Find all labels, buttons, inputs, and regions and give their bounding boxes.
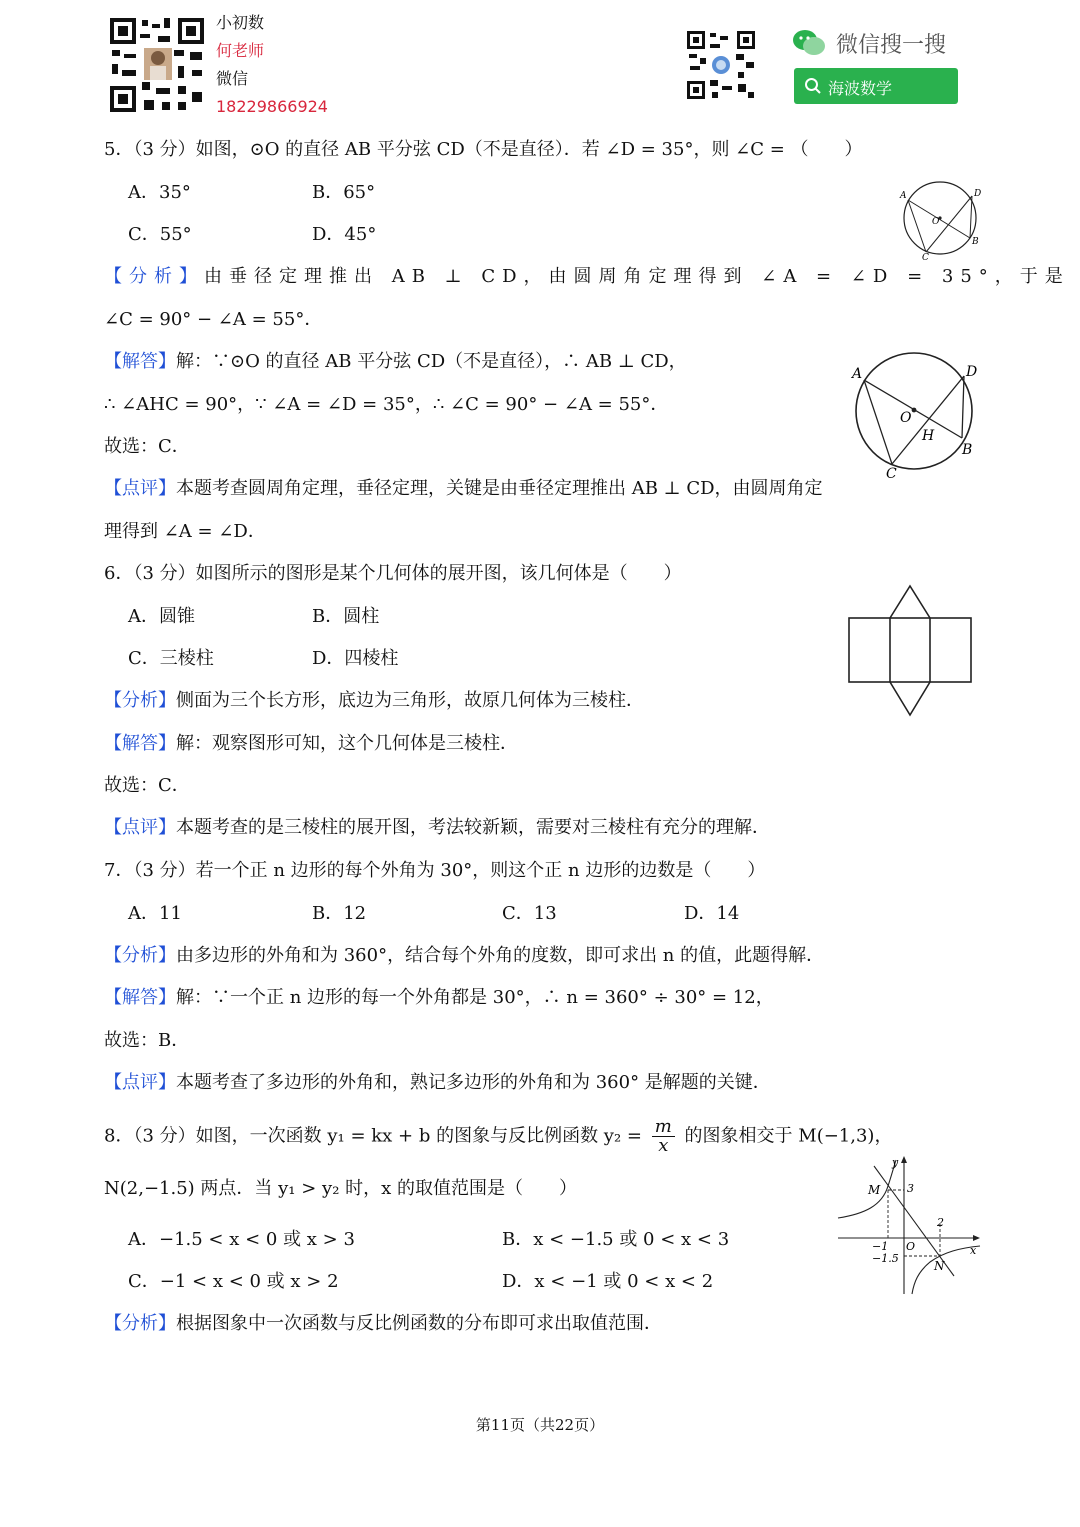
q5-choice: 故选：C． [104,436,190,457]
q6-analysis-tag: 【分析】 [104,690,176,711]
q7-option-a: A．11 [128,903,182,924]
q8-label-3: 3 [907,1182,914,1195]
q7-comment-text: 本题考查了多边形的外角和，熟记多边形的外角和为 360° 是解题的关键． [176,1072,771,1093]
q7-comment [104,1070,771,1096]
q5-answer-1 [104,349,687,375]
q8-label-x: x [970,1244,977,1257]
q8-option-c: C．−1 < x < 0 或 x > 2 [128,1271,339,1292]
q8-option-b: B．x < −1.5 或 0 < x < 3 [502,1229,730,1250]
q8-fraction [652,1118,675,1155]
q8-label-m: M [868,1183,881,1197]
q6-analysis-text: 侧面为三个长方形，底边为三角形，故原几何体为三棱柱． [176,690,644,711]
q5-analysis-tag: 【分析】 [104,266,204,287]
q5-large-label-d: D [966,364,978,380]
q6-option-d: D．四棱柱 [312,648,399,669]
q7-option-b: B．12 [312,903,367,924]
q6-answer-tag: 【解答】 [104,733,176,754]
q6-prism-net-figure [846,584,974,718]
q7-comment-tag: 【点评】 [104,1072,176,1093]
q8-analysis-tag: 【分析】 [104,1313,176,1334]
header-phone: 18229866924 [216,97,328,116]
q5-comment-tag: 【点评】 [104,478,176,499]
q5-answer-2: ∴ ∠AHC = 90°，∵ ∠A = ∠D = 35°，∴ ∠C = 90° − ∠A = 55°． [104,394,669,415]
q8-label-origin: O [906,1240,916,1253]
wechat-icon [792,28,826,62]
q5-small-label-o: O [932,217,940,227]
q8-label-neg1-5: −1.5 [872,1252,899,1265]
header-line-1: 小初数 [216,13,265,32]
q5-small-label-a: A [900,191,907,201]
q7-option-d: D．14 [684,903,740,924]
q8-option-a: A．−1.5 < x < 0 或 x > 3 [128,1229,355,1250]
q7-option-c: C．13 [502,903,557,924]
search-button-label: 海波数学 [828,79,893,98]
q6-option-a: A．圆锥 [128,606,195,627]
header-left-text [216,10,328,122]
q5-large-label-a: A [852,366,863,382]
search-button[interactable] [794,68,958,104]
page-number: 第11页（共22页） [475,1416,605,1434]
q5-analysis-1 [104,264,1070,290]
q5-option-c: C．55° [128,224,192,245]
q7-answer-text: 解：∵一个正 n 边形的每一个外角都是 30°，∴ n = 360° ÷ 30° = 12， [176,987,774,1008]
q8-label-y: y [892,1156,899,1169]
q5-analysis-text-1: 由垂径定理推出 AB ⊥ CD，由圆周角定理得到 ∠A = ∠D = 35°，于是 [204,266,1070,287]
q5-small-label-b: B [972,237,979,247]
q5-answer-text-1: 解：∵⊙O 的直径 AB 平分弦 CD（不是直径），∴ AB ⊥ CD， [176,351,687,372]
q5-large-label-h: H [922,428,935,444]
q6-comment [104,815,770,841]
q8-analysis-text: 根据图象中一次函数与反比例函数的分布即可求出取值范围． [176,1313,662,1334]
q5-comment-1 [104,476,823,502]
q5-analysis-2: ∠C = 90° − ∠A = 55°． [104,309,323,330]
q8-fraction-denominator: x [658,1135,669,1156]
q8-stem-1 [104,1118,892,1155]
q8-fraction-numerator: m [652,1118,675,1137]
q8-label-2: 2 [937,1216,944,1229]
q5-comment-text-1: 本题考查圆周角定理，垂径定理，关键是由垂径定理推出 AB ⊥ CD，由圆周角定 [176,478,823,499]
q6-answer-text: 解：观察图形可知，这个几何体是三棱柱． [176,733,518,754]
qr-code-left [108,16,206,114]
wechat-search-title: 微信搜一搜 [836,33,947,58]
q5-stem: 5．（3 分）如图，⊙O 的直径 AB 平分弦 CD（不是直径）．若 ∠D = 35°，则 ∠C = （ ） [104,139,863,160]
q6-option-b: B．圆柱 [312,606,380,627]
q5-option-b: B．65° [312,182,376,203]
q8-label-neg1: −1 [872,1240,889,1253]
q5-figure-small [896,176,986,262]
q8-option-d: D．x < −1 或 0 < x < 2 [502,1271,714,1292]
q7-stem: 7．（3 分）若一个正 n 边形的每个外角为 30°，则这个正 n 边形的边数是（ ） [104,860,766,881]
qr-code-right [686,30,756,100]
q7-answer [104,985,774,1011]
header-line-2: 何老师 [216,41,265,60]
q6-answer [104,731,518,757]
q7-choice: 故选：B． [104,1030,190,1051]
q7-analysis [104,943,824,969]
q5-option-d: D．45° [312,224,377,245]
header-line-3: 微信 [216,69,249,88]
q6-comment-text: 本题考查的是三棱柱的展开图，考法较新颖，需要对三棱柱有充分的理解． [176,817,770,838]
q5-large-label-c: C [886,466,897,480]
search-icon [804,77,822,95]
q5-large-label-b: B [962,442,973,458]
q6-comment-tag: 【点评】 [104,817,176,838]
q8-stem-part-b: 的图象相交于 M(−1,3)， [684,1125,893,1147]
q5-large-label-o: O [900,410,912,426]
q7-analysis-text: 由多边形的外角和为 360°，结合每个外角的度数，即可求出 n 的值，此题得解． [176,945,825,966]
q8-function-graph [834,1154,984,1296]
q5-small-label-d: D [974,189,982,199]
q5-answer-tag: 【解答】 [104,351,176,372]
q8-label-n: N [934,1259,945,1273]
q8-analysis [104,1311,662,1337]
q7-answer-tag: 【解答】 [104,987,176,1008]
q8-stem-2: N(2,−1.5) 两点．当 y₁ > y₂ 时，x 的取值范围是（ ） [104,1178,578,1199]
q6-choice: 故选：C． [104,775,190,796]
q5-small-label-c: C [922,253,929,262]
q6-analysis [104,688,644,714]
q7-analysis-tag: 【分析】 [104,945,176,966]
q5-figure-large [846,346,986,480]
q6-option-c: C．三棱柱 [128,648,214,669]
q5-comment-2: 理得到 ∠A = ∠D． [104,521,266,542]
q5-option-a: A．35° [128,182,191,203]
q8-stem-part-a: 8．（3 分）如图，一次函数 y₁ = kx + b 的图象与反比例函数 y₂ = [104,1125,642,1147]
q6-stem: 6．（3 分）如图所示的图形是某个几何体的展开图，该几何体是（ ） [104,563,682,584]
